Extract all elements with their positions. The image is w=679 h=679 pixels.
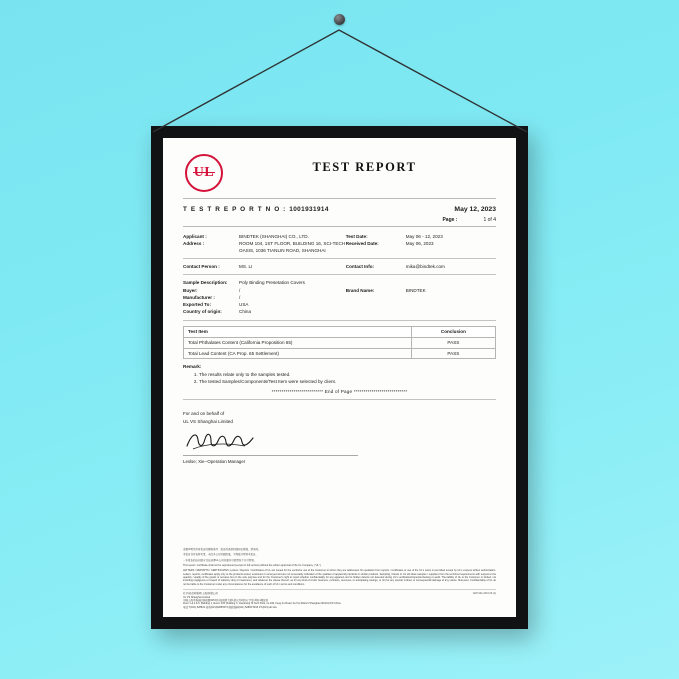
- remark-item: 2. The tested Samples/Components/Test Item were selected by client.: [199, 378, 496, 385]
- footer-address-cn: 社.特权资料服务(上海)有限公司: [183, 592, 218, 596]
- signature-name: Leslse; Xie--Operation Manager: [183, 459, 246, 465]
- page-value: 1 of 4: [483, 217, 496, 223]
- field-label: Address :: [183, 241, 205, 247]
- field-label: Buyer:: [183, 287, 198, 293]
- signature-mark: [183, 427, 261, 453]
- info-row: [183, 301, 496, 308]
- hanging-wire: [135, 22, 545, 134]
- remark-item: 1. The results relate only to the samples tested.: [199, 371, 496, 378]
- info-row: [183, 294, 496, 301]
- field-value: BINDTEK: [405, 287, 426, 293]
- field-value: ROOM 104, 1ST FLOOR, BUILDING 16, SCI-TECH OASIS, 1036 TIANLIN ROAD, SHANGHAI: [239, 241, 346, 254]
- footer-terms-paragraph: LETTERS / REPORTS / CERTIFICATES: Letters / Reports / Certificates of UL are issued for the exclusive use of the Customer to whom they are addressed. No quotation from reports / certificates or use of the UL's name is permitted except by UL's express written authorization. Letters, reports, certificates apply only to the products tested, examined or surveyed and are not necessarily indicative of the qualities of apparently identical or similar products. Sampling: Clients or UL will draw samples / suppliers from the technical requirements with respect to the quantity / quality of the goods or services but on the sole purpose and for the Customer's right to report whether confidentiality for any apparent and to hidden defects not detected during UL's verification/inspection/testing or audit. The liability of UL to the Customer or limited, not including negligence or breach of statutory duty or howsoever, and whatever the clause thereof, as for any kind of credit, business, contracts, revenues, or anticipating savings, or (in) for any special, indirect or consequential damage of any nature. Moreover, Confidentiality of UL do not be liable to the Customer under any circumstances for the avoidance of such of UL's terms and conditions.: [183, 569, 496, 586]
- footer-address-line: Floor 1 & 2 & 5, Building 1, Room 105; Building 3, Caoshang Hi Tech Park, no.199, Feng Fu Road, Ku Hui District Shanghai 200131,P.R.China: [183, 602, 341, 606]
- field-value: BINDTEK (SHANGHAI) CO., LTD.: [239, 234, 309, 239]
- cell-test-item: Total Phthalates Content (California Proposition 65): [184, 337, 412, 348]
- report-number-label: T E S T R E P O R T N O :: [183, 206, 287, 213]
- field-label: Manufacturer :: [183, 294, 215, 300]
- remark-label: Remark:: [183, 364, 202, 370]
- page-title: TEST REPORT: [312, 160, 417, 174]
- field-label: Received Date:: [345, 241, 379, 247]
- end-of-page-marker: ************************** End of Page ***************************: [271, 389, 408, 395]
- field-label: Contact Person :: [183, 264, 220, 270]
- field-label: Sample Description:: [183, 280, 228, 286]
- field-label: Brand Name:: [345, 287, 375, 293]
- signature-for-line-1: For and on behalf of: [183, 411, 225, 417]
- remark-block: [183, 363, 496, 385]
- footer-cn-line: 本报告仅对来样负责。未经本公司书面批准，不得部分复制本报告。: [183, 553, 259, 557]
- field-value: China: [239, 308, 252, 314]
- signature-block: [183, 410, 496, 465]
- report-number-value: 1001931914: [289, 206, 329, 213]
- test-report-document: [163, 138, 516, 617]
- footer-cn-line: 一本报告的任何部分仅在获得UL公司书面许可的情况下方可复制。: [183, 558, 257, 562]
- field-value: MS. LI: [239, 264, 253, 270]
- document-header: [183, 152, 496, 199]
- footer-reference-code: ADP-001-2019-06 (A): [472, 591, 496, 595]
- field-label: Contact Info:: [345, 264, 375, 270]
- signature-for-line-2: UL VS Shanghai Limited: [183, 418, 233, 424]
- field-value: mika@bindtek.com: [405, 264, 445, 270]
- field-label: Test Date:: [345, 234, 368, 239]
- cell-conclusion: PASS: [411, 337, 495, 348]
- results-table: [183, 326, 496, 359]
- page-label: Page :: [442, 217, 458, 223]
- table-row: [184, 337, 496, 348]
- footer-address-line: 电话 T(021) 528831 传真(021)52883573 邮政编码(021) 52883 5913 P.C(021) all size: [183, 605, 277, 609]
- info-row: [183, 287, 496, 294]
- column-header-conclusion: Conclusion: [411, 326, 495, 337]
- field-value: /: [239, 287, 241, 293]
- report-number: [183, 206, 329, 213]
- info-row: [183, 240, 496, 254]
- footer-address-line: UL VS Shanghai Limited: [183, 595, 211, 599]
- table-row: [184, 348, 496, 359]
- report-number-row: [183, 206, 496, 213]
- info-row: [183, 279, 496, 286]
- footer-address-line: 中国上海市杨浦区国权路525号科技创新大厦1层以及2层东门7层-3楼-1楼层区: [183, 598, 269, 602]
- field-value: Poly Binding Presetation Covers: [239, 280, 305, 286]
- picture-frame: [151, 126, 528, 629]
- frame-mat: [163, 138, 516, 617]
- column-header-test-item: Test Item: [184, 326, 412, 337]
- field-value: /: [239, 294, 241, 300]
- applicant-info-block: [183, 233, 496, 315]
- field-value: May 06 - 12, 2023: [405, 234, 443, 239]
- field-label: Applicant :: [183, 234, 207, 239]
- cell-test-item: Total Lead Content (CA Prop. 65 Settlement): [184, 348, 412, 359]
- ul-logo-text: UL: [193, 165, 215, 180]
- info-row: [183, 263, 496, 270]
- wall-nail: [334, 14, 345, 25]
- field-value: USA: [239, 301, 249, 307]
- field-label: Exported To:: [183, 301, 211, 307]
- page-indicator: [183, 217, 496, 227]
- info-row: [183, 233, 496, 240]
- footer-cn-note: 重要声明及所有报告的限制条件：报告的条款和细则在背面，请详阅。: [183, 547, 261, 551]
- document-footer: [183, 548, 496, 609]
- field-label: Country of origin:: [183, 308, 222, 314]
- info-row: [183, 308, 496, 315]
- table-header-row: [184, 326, 496, 337]
- field-value: May 06, 2023: [405, 241, 434, 247]
- report-date: May 12, 2023: [454, 206, 496, 213]
- footer-cn-line: This report / certificate shall not be reproduced (except in full version) without the written approval of the UL Company. ("UL"): [183, 563, 321, 567]
- ul-logo-icon: [185, 154, 223, 192]
- cell-conclusion: PASS: [411, 348, 495, 359]
- footer-address-block: [183, 589, 496, 609]
